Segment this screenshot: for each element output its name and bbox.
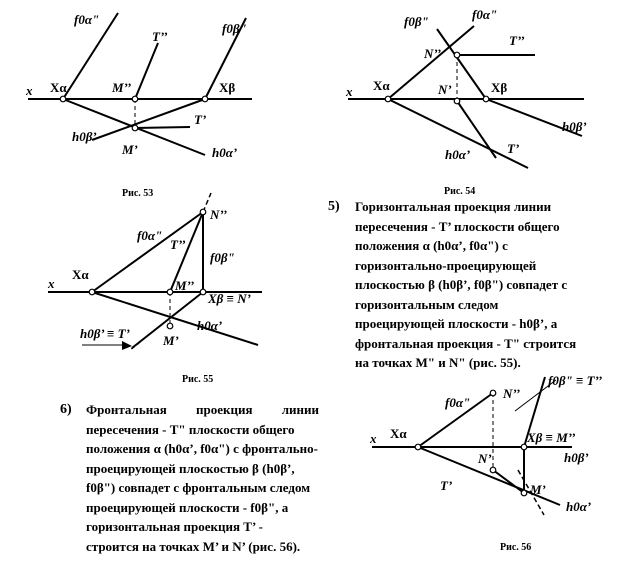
label-x: x bbox=[26, 83, 33, 98]
label-f-beta: f0β" bbox=[222, 21, 247, 36]
label-x-alpha: Xα bbox=[50, 80, 67, 95]
label-x: x bbox=[346, 84, 353, 99]
label-h-alpha: h0α’ bbox=[566, 499, 592, 514]
item-5-number: 5) bbox=[328, 199, 340, 214]
item-5-text bbox=[355, 197, 610, 373]
caption-55: Рис. 55 bbox=[182, 374, 214, 385]
label-x-beta: Xβ bbox=[491, 80, 508, 95]
label-h-beta: h0β’ bbox=[562, 119, 587, 134]
label-x-beta: Xβ bbox=[219, 80, 236, 95]
label-x-alpha: Xα bbox=[72, 267, 89, 282]
label-n2: N’’ bbox=[210, 207, 228, 222]
item-6-line: положения α (h0α’, f0α") с фронтально- bbox=[86, 441, 318, 456]
caption-56: Рис. 56 bbox=[500, 542, 532, 553]
item-6-line: Фронтальная проекция линии bbox=[86, 402, 319, 417]
label-f-alpha: f0α" bbox=[445, 395, 471, 410]
label-f-beta-t2: f0β" ≡ T’’ bbox=[548, 373, 603, 388]
item-5-line: положения α (h0α’, f0α") с bbox=[355, 238, 508, 253]
label-h-beta-t1: h0β’ ≡ T’ bbox=[80, 326, 130, 341]
item-6-line: пересечения - T" плоскости общего bbox=[86, 421, 295, 437]
label-x-beta-m2: Xβ ≡ M’’ bbox=[527, 430, 576, 445]
caption-54: Рис. 54 bbox=[444, 186, 476, 197]
label-x-alpha: Xα bbox=[390, 426, 407, 441]
label-m2: M’’ bbox=[112, 80, 132, 95]
label-h-alpha: h0α’ bbox=[445, 147, 471, 162]
label-t1: T’ bbox=[440, 478, 453, 493]
item-6-line: проецирующей плоскостью β (h0β’, bbox=[86, 460, 295, 476]
item-5-line: Горизонтальная проекция линии bbox=[355, 199, 552, 214]
item-6-text bbox=[86, 400, 348, 556]
item-5-line: пересечения - T’ плоскости общего bbox=[355, 218, 560, 234]
label-h-beta: h0β’ bbox=[72, 129, 97, 144]
label-f-alpha: f0α" bbox=[137, 228, 163, 243]
item-6-number: 6) bbox=[60, 402, 72, 417]
label-n2: N’’ bbox=[424, 46, 442, 61]
label-m2: M’’ bbox=[175, 278, 195, 293]
item-5-line: горизонтально-проецирующей bbox=[355, 257, 537, 273]
label-n2: N’’ bbox=[503, 386, 521, 401]
label-m1: M’ bbox=[530, 482, 546, 497]
item-5-line: плоскостью β (h0β’, f0β") совпадет с bbox=[355, 277, 568, 292]
label-t1: T’ bbox=[507, 141, 520, 156]
label-x-alpha: Xα bbox=[373, 78, 390, 93]
item-6-line: f0β") совпадет с фронтальным следом bbox=[86, 480, 311, 495]
label-t2: T’’ bbox=[170, 237, 186, 252]
label-f-alpha: f0α" bbox=[74, 12, 100, 27]
label-f-beta: f0β" bbox=[210, 250, 235, 265]
label-f-beta: f0β" bbox=[404, 14, 429, 29]
label-t2: T’’ bbox=[152, 29, 168, 44]
label-t1: T’ bbox=[194, 112, 207, 127]
item-5-line: горизонтальным следом bbox=[355, 296, 499, 312]
label-n1: N’ bbox=[438, 82, 452, 97]
item-5-line: проецирующей плоскости - h0β’, а bbox=[355, 316, 558, 331]
label-f-alpha: f0α" bbox=[472, 7, 498, 22]
label-h-alpha: h0α’ bbox=[197, 318, 223, 333]
label-n1: N’ bbox=[478, 451, 492, 466]
label-m1: M’ bbox=[122, 142, 138, 157]
label-m1: M’ bbox=[163, 333, 179, 348]
item-5-line: на точках M" и N" (рис. 55). bbox=[355, 355, 521, 370]
item-6-line: строится на точках M’ и N’ (рис. 56). bbox=[86, 538, 301, 554]
label-h-beta: h0β’ bbox=[564, 450, 589, 465]
item-6-line: проецирующей плоскости - f0β", а bbox=[86, 499, 289, 515]
label-t2: T’’ bbox=[509, 33, 525, 48]
label-x-beta-n1: Xβ ≡ N’ bbox=[208, 291, 251, 306]
caption-53: Рис. 53 bbox=[122, 188, 154, 199]
item-5-line: фронтальная проекция - T" строится bbox=[355, 335, 577, 351]
label-x: x bbox=[370, 431, 377, 446]
item-6-line: горизонтальная проекция T’ - bbox=[86, 519, 263, 534]
label-h-alpha: h0α’ bbox=[212, 145, 238, 160]
label-x: x bbox=[48, 276, 55, 291]
